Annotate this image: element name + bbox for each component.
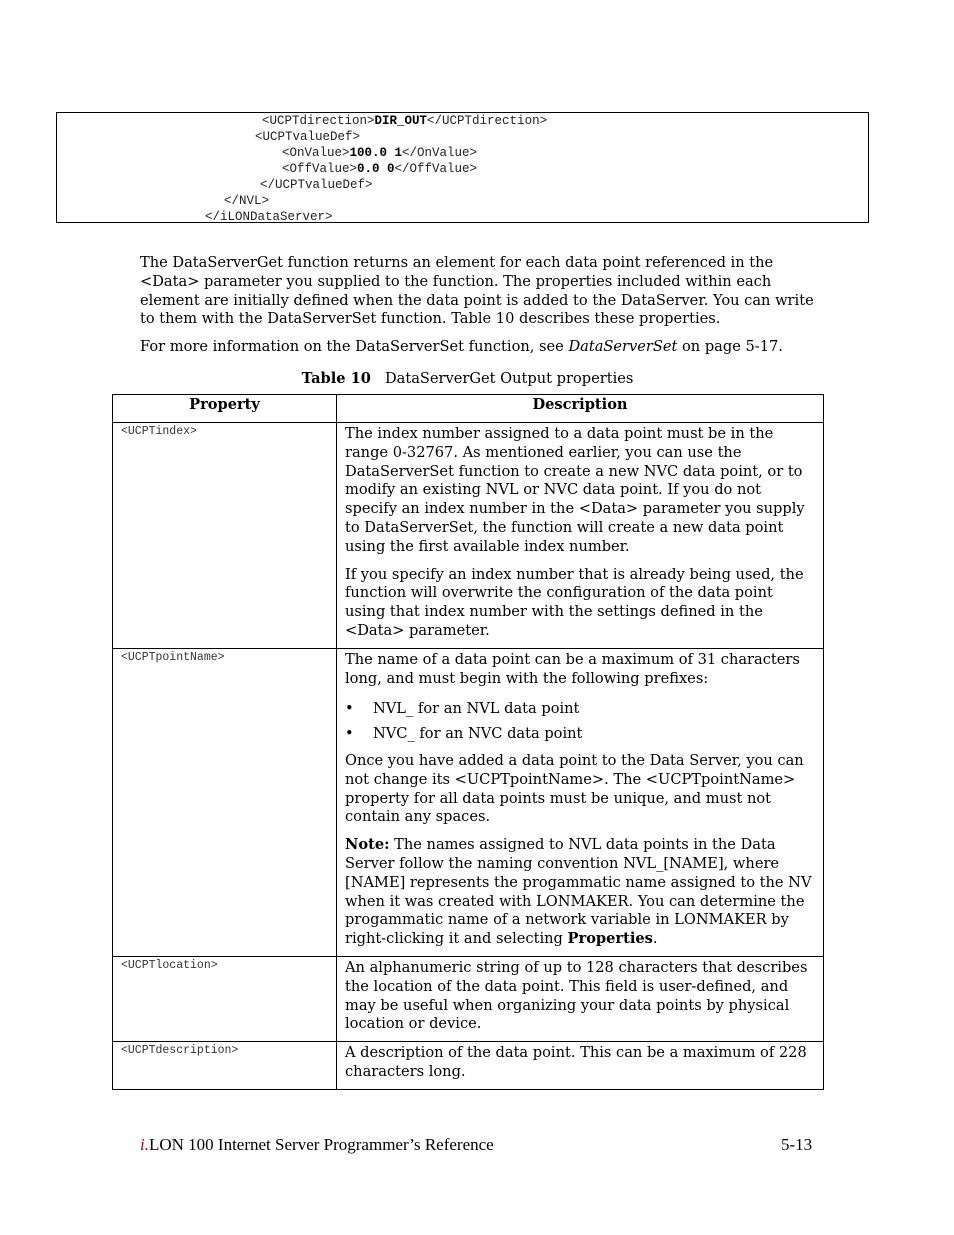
description-text: If you specify an index number that is already being used, the function will overwrite the configuration of the data point using that index number with the settings defined in the <Data> parameter. [345,565,804,639]
footer-title: i.LON 100 Internet Server Programmer’s Reference [140,1135,494,1154]
note-text: Note: The names assigned to NVL data points in the Data Server follow the naming convention NVL_[NAME], where [NAME] represents the progammatic name assigned to the NV when it was created with LONMAKER. You can determine the progammatic name of a network variable in LONMAKER by right-clicking it and selecting Properties. [345,836,812,948]
property-cell: <UCPTindex> [113,423,337,649]
code-line: <OffValue>0.0 0</OffValue> [282,162,478,176]
list-item: • NVL_ for an NVL data point [345,700,817,719]
description-text: Once you have added a data point to the Data Server, you can not change its <UCPTpointName>. The <UCPTpointName> property for all data points must be unique, and must not contain any spaces. [345,751,804,826]
table-row [113,1042,824,1090]
property-cell: <UCPTdescription> [113,1042,337,1090]
description-text: A description of the data point. This can be a maximum of 228 characters long. [345,1044,807,1080]
description-text: An alphanumeric string of up to 128 characters that describes the location of the data point. This field is user-defined, and may be useful when organizing your data points by physical location or device. [345,958,808,1033]
table-header-row [113,395,824,423]
table-row [113,648,824,956]
code-line: <OnValue>100.0 1</OnValue> [282,146,478,160]
prefix-list [345,700,817,744]
column-header-description: Description [337,395,824,423]
description-text: The name of a data point can be a maximum of 31 characters long, and must begin with the following prefixes: [345,650,800,687]
intro-paragraph: The DataServerGet function returns an element for each data point referenced in the <Data> parameter you supplied to the function. The properties included within each element are initially defined when the data point is added to the DataServer. You can write to them with the DataServerSet function. Table 10 describes these properties. [140,254,814,328]
page-number: 5-13 [781,1135,813,1154]
table-row [113,956,824,1041]
description-cell [337,956,824,1041]
code-line: <UCPTdirection>DIR_OUT</UCPTdirection> [262,114,548,128]
description-text: The index number assigned to a data point must be in the range 0-32767. As mentioned earlier, you can use the DataServerSet function to create a new NVC data point, or to modify an existing NVL or NVC data point. If you do not specify an index number in the <Data> parameter you supply to DataServerSet, the function will create a new data point using the first available index number. [345,425,805,555]
description-cell [337,1042,824,1090]
column-header-property: Property [113,395,337,423]
property-cell: <UCPTlocation> [113,956,337,1041]
cross-reference-link[interactable]: DataServerSet [568,338,678,355]
code-line: <UCPTvalueDef> [255,130,361,144]
code-line: </iLONDataServer> [205,210,333,224]
description-cell [337,648,824,956]
list-item: • NVC_ for an NVC data point [345,725,817,744]
code-snippet-box [56,112,869,223]
table-caption: Table 10 DataServerGet Output properties [301,370,634,387]
code-line: </NVL> [224,194,270,208]
table-row [113,423,824,649]
cross-reference-paragraph: For more information on the DataServerSet function, see DataServerSet on page 5-17. [140,338,783,355]
description-cell [337,423,824,649]
properties-table [112,394,824,1090]
code-line: </UCPTvalueDef> [260,178,373,192]
property-cell: <UCPTpointName> [113,648,337,956]
